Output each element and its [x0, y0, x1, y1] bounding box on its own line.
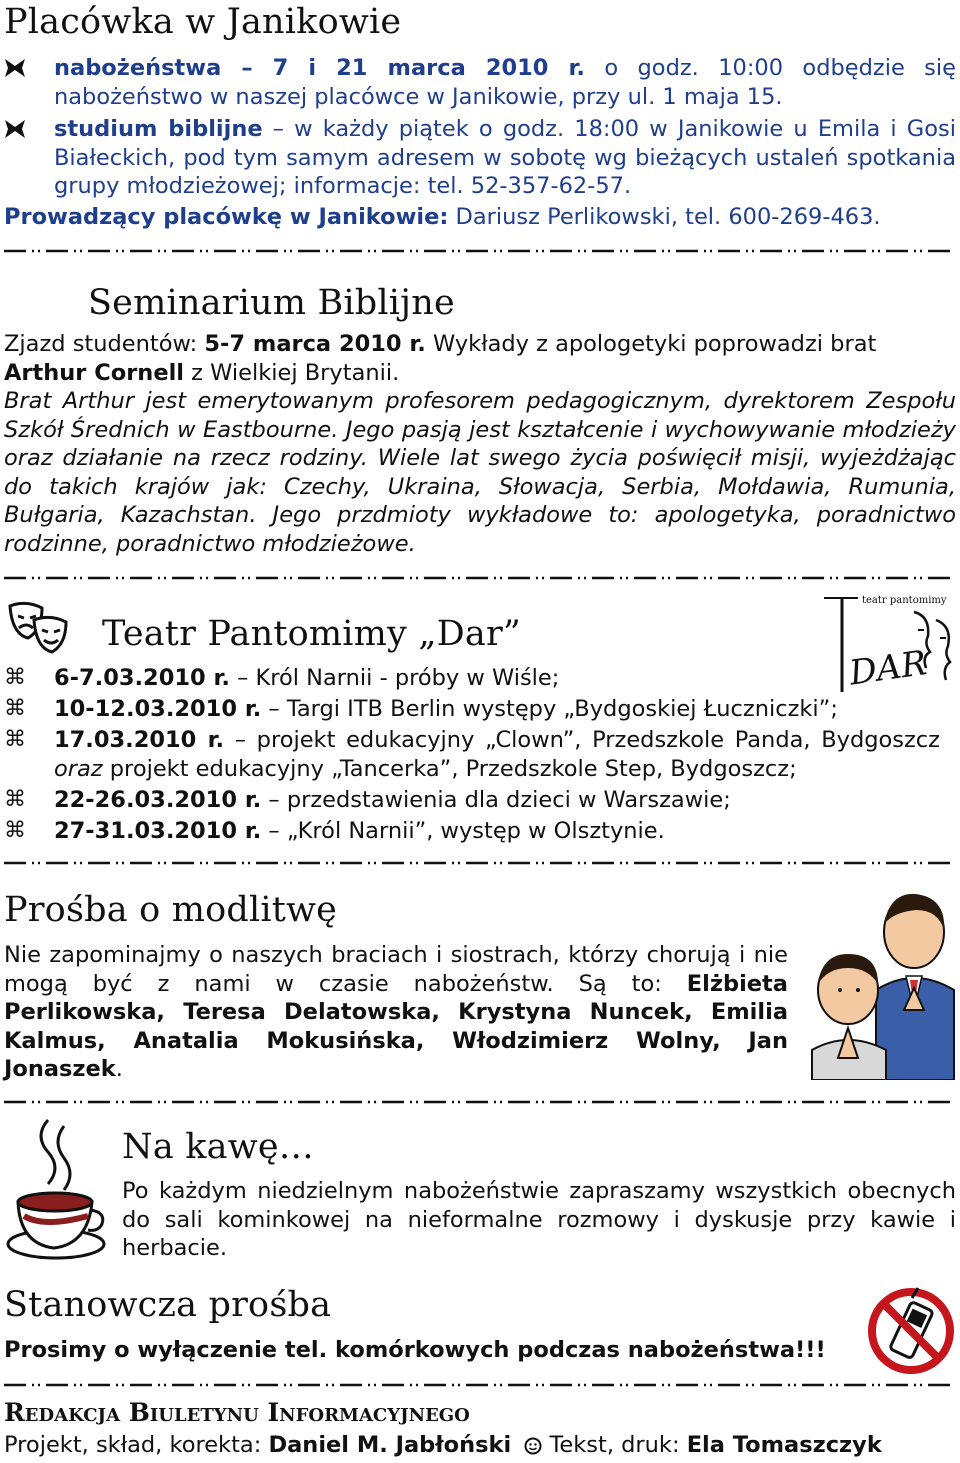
list-item: ⌘ 10-12.03.2010 r. – Targi ITB Berlin występy „Bydgoskiej Łuczniczki”;	[4, 696, 838, 722]
divider	[4, 1099, 956, 1105]
no-phone-icon	[866, 1286, 956, 1380]
praying-family-illustration	[806, 880, 956, 1084]
theatre-logo-text: teatr pantomimy	[862, 595, 947, 606]
list-item: ⌘ 22-26.03.2010 r. – przedstawienia dla dzieci w Warszawie;	[4, 786, 731, 813]
janikowo-title: Placówka w Janikowie	[4, 2, 402, 42]
bible-study-text: – w każdy piątek o godz. 18:00 w Janikowie u Emila i Gosi Białeckich, pod tym samym adresem w sobotę wg bieżących ustaleń spotkania grupy młodzieżowej; informacje: tel. 52-357-62-57.	[54, 116, 956, 199]
request-title: Stanowcza prośba	[4, 1285, 332, 1325]
coffee-section	[122, 1177, 956, 1263]
footer-title: Redakcja Biuletynu Informacyjnego	[4, 1398, 470, 1427]
seminar-title: Seminarium Biblijne	[88, 283, 455, 323]
list-item: ⌘ 27-31.03.2010 r. – „Król Narnii”, występ w Olsztynie.	[4, 817, 665, 844]
seminar-dates: Zjazd studentów: 5-7 marca 2010 r. Wykłady z apologetyki poprowadzi brat Arthur Cornell z Wielkiej Brytanii.	[4, 331, 877, 386]
command-bullet-icon: ⌘	[4, 817, 26, 843]
list-item: ⌘ 6-7.03.2010 r. – Król Narnii - próby w Wiśle;	[4, 665, 560, 691]
divider	[4, 575, 956, 581]
theatre-list	[4, 664, 944, 845]
bible-study-label: studium biblijne	[54, 116, 263, 142]
prayer-names: Elżbieta Perlikowska, Teresa Delatowska, Krystyna Nuncek, Emilia Kalmus, Anatalia Mokusińska, Włodzimierz Wolny, Jan Jonaszek	[4, 970, 788, 1082]
prayer-section	[4, 941, 788, 1084]
prayer-title: Prośba o modlitwę	[4, 890, 338, 930]
list-item: ⌘ 17.03.2010 r. – projekt edukacyjny „Clown”, Przedszkole Panda, Bydgoszcz oraz projekt edukacyjny „Tancerka”, Przedszkole Step, Bydgoszcz;	[4, 727, 940, 782]
coffee-cup-icon	[4, 1116, 108, 1266]
coffee-title: Na kawę…	[122, 1127, 314, 1167]
command-bullet-icon: ⌘	[4, 696, 26, 721]
footer-credits: Projekt, skład, korekta: Daniel M. Jabłoński Tekst, druk: Ela Tomaszczyk	[4, 1431, 956, 1463]
coffee-text: Po każdym niedzielnym nabożeństwie zapraszamy wszystkich obecnych do sali kominkowej na nieformalne rozmowy i dyskusje przy kawie i herbacie.	[122, 1178, 956, 1261]
command-bullet-icon: ⌘	[4, 786, 26, 812]
bowtie-bullet-icon	[4, 115, 54, 148]
divider	[4, 860, 956, 866]
bowtie-bullet-icon	[4, 54, 54, 87]
service-dates-label: nabożeństwa – 7 i 21 marca 2010 r.	[54, 55, 585, 81]
prayer-text: Nie zapominajmy o naszych braciach i siostrach, którzy chorują i nie mogą być z nami w czasie nabożeństw. Są to: Elżbieta Perlikowska, Teresa Delatowska, Krystyna Nuncek, Emilia Kalmus, Anatalia Mokusińska, Włodzimierz Wolny, Jan Jonaszek.	[4, 942, 788, 1082]
theatre-logo-word: DAR	[846, 643, 930, 694]
list-item	[4, 115, 956, 201]
request-text: Prosimy o wyłączenie tel. komórkowych podczas nabożeństwa!!!	[4, 1337, 826, 1363]
seminar-bio: Brat Arthur jest emerytowanym profesorem pedagogicznym, dyrektorem Zespołu Szkół Średnich w Eastbourne. Jego pasją jest kształcenie i wychowywanie młodzieży oraz działanie na rzecz rodziny. Wiele lat swego życia poświęcił misji, wyjeżdżając do takich krajów jak: Czechy, Ukraina, Słowacja, Serbia, Mołdawia, Rumunia, Bułgaria, Kazachstan. Jego przdmioty wykładowe to: apologetyka, poradnictwo rodzinne, poradnictwo młodzieżowe.	[4, 388, 956, 557]
divider	[4, 1382, 956, 1388]
janikowo-leader: Prowadzący placówkę w Janikowie: Dariusz Perlikowski, tel. 600-269-463.	[4, 203, 881, 230]
theatre-title: Teatr Pantomimy „Dar”	[102, 614, 522, 654]
smiley-icon	[524, 1434, 542, 1463]
request-section	[4, 1336, 864, 1365]
footer	[4, 1398, 956, 1463]
theatre-masks-icon	[6, 600, 70, 660]
janikowo-section	[4, 54, 956, 231]
seminar-section	[4, 330, 956, 558]
list-item	[4, 54, 956, 111]
divider	[4, 248, 956, 254]
command-bullet-icon: ⌘	[4, 727, 26, 752]
command-bullet-icon: ⌘	[4, 665, 26, 690]
service-text: o godz. 10:00 odbędzie się nabożeństwo w naszej placówce w Janikowie, przy ul. 1 maja 15.	[54, 55, 956, 110]
